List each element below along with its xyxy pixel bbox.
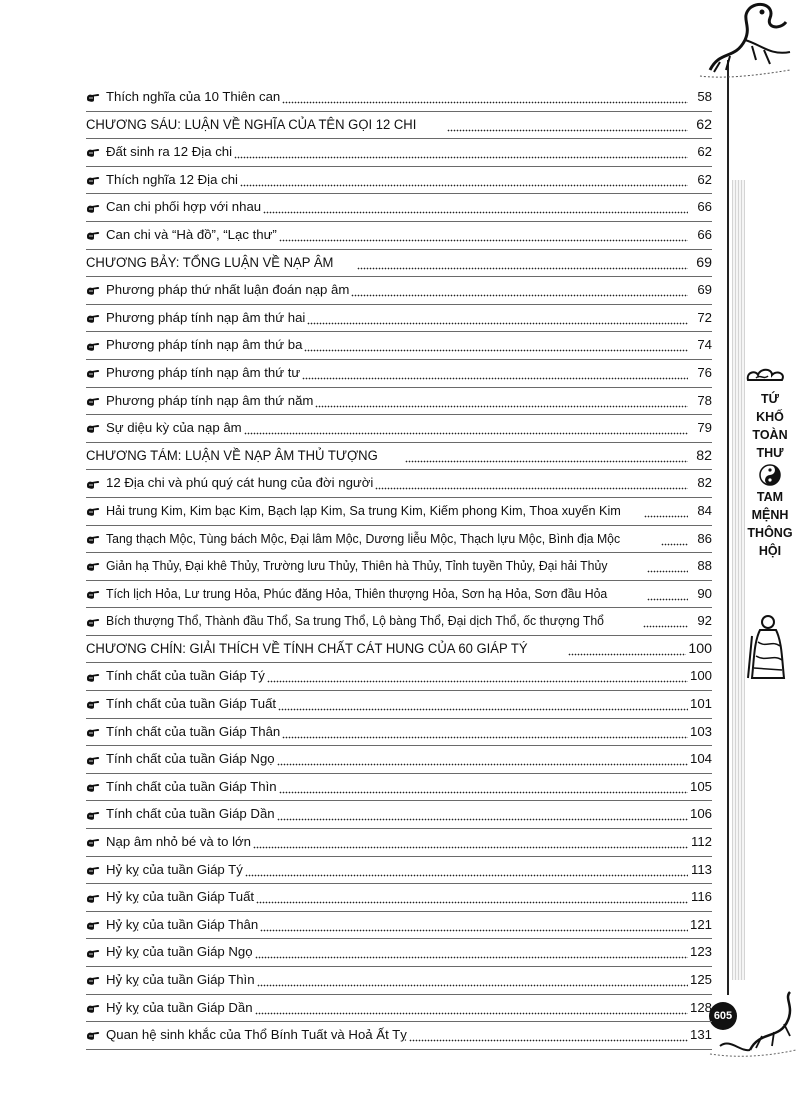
hand-pointer-icon [86,91,106,103]
toc-entry-row [86,277,712,305]
dot-leader [643,608,688,635]
toc-entry-row [86,388,712,416]
hand-pointer-icon [86,726,106,738]
dot-leader [253,829,688,856]
entry-title: Phương pháp tính nạp âm thứ năm [106,392,314,408]
entry-title: Tính chất của tuần Giáp Tý [106,668,265,684]
hand-pointer-icon [86,836,106,848]
page-number: 66 [697,199,712,215]
page-number: 88 [697,558,712,574]
dot-leader [255,995,688,1022]
dot-leader [447,112,688,139]
toc-entry-row [86,608,712,636]
toc-entry-row [86,415,712,443]
sidebar-line: THÔNG [747,526,793,540]
dot-leader [257,967,688,994]
page-number: 92 [697,613,712,629]
dot-leader [245,857,688,884]
dot-leader [234,139,688,166]
entry-title: Phương pháp tính nạp âm thứ tư [106,364,301,380]
hand-pointer-icon [86,588,106,600]
page-number: 84 [697,502,712,518]
hand-pointer-icon [86,560,106,572]
page-number: 90 [697,585,712,601]
hand-pointer-icon [86,698,106,710]
toc-entry-row [86,498,712,526]
dot-leader [255,939,688,966]
hand-pointer-icon [86,809,106,821]
toc-entry-row [86,470,712,498]
dot-leader [351,277,688,304]
dot-leader [302,360,688,387]
chapter-title: CHƯƠNG TÁM: LUẬN VỀ NẠP ÂM THỦ TƯỢNG [86,447,378,464]
entry-title: Can chi phối hợp với nhau [106,199,262,215]
sidebar-line: TỨ [760,392,779,406]
entry-title: Tính chất của tuần Giáp Ngọ [106,751,275,767]
entry-title: Tang thạch Mộc, Tùng bách Mộc, Đại lâm Mộc, Dương liễu Mộc, Thạch lựu Mộc, Bình địa Mộc [106,530,621,546]
toc-entry-row [86,746,712,774]
entry-title: Sự diệu kỳ của nạp âm [106,420,242,436]
dot-leader [357,250,688,277]
page-number: 100 [688,640,712,657]
chapter-title: CHƯƠNG BẢY: TỔNG LUẬN VỀ NẠP ÂM [86,254,334,271]
page-number: 82 [697,475,712,491]
page-number: 79 [697,420,712,436]
dot-leader [647,553,688,580]
toc-entry-row [86,139,712,167]
toc-entry-row [86,995,712,1023]
chapter-title: CHƯƠNG SÁU: LUẬN VỀ NGHĨA CỦA TÊN GỌI 12 CHI [86,116,417,133]
entry-title: Giản hạ Thủy, Đại khê Thủy, Trường lưu Thủy, Thiên hà Thủy, Tỉnh tuyền Thủy, Đại hải Thủy [106,558,608,574]
dot-leader [279,222,688,249]
page-number: 72 [697,309,712,325]
entry-title: Hỷ kỵ của tuần Giáp Thân [106,916,259,932]
page-number: 112 [690,834,712,850]
toc-entry-row [86,884,712,912]
hand-pointer-icon [86,284,106,296]
toc-entry-row [86,581,712,609]
sidebar-line: THƯ [756,446,784,460]
entry-title: Thích nghĩa của 10 Thiên can [106,89,281,104]
page-number: 131 [689,1027,712,1043]
entry-title: Phương pháp thứ nhất luận đoán nạp âm [106,282,350,298]
page-number: 106 [689,806,712,822]
page-number: 74 [697,337,712,353]
hand-pointer-icon [86,395,106,407]
entry-title: Tính chất của tuần Giáp Thìn [106,778,277,794]
page-number: 62 [697,144,712,160]
entry-title: Phương pháp tính nạp âm thứ hai [106,309,306,325]
page-number-badge: 605 [709,1002,737,1030]
sidebar-line: HỘI [758,544,782,558]
page-number: 82 [696,447,712,464]
hand-pointer-icon [86,892,106,904]
dot-leader [277,801,688,828]
toc-entry-row [86,967,712,995]
hand-pointer-icon [86,671,106,683]
entry-title: Hỷ kỵ của tuần Giáp Thìn [106,972,255,987]
sidebar-line: MỆNH [751,508,789,522]
toc-chapter-row [86,443,712,471]
entry-title: Hỷ kỵ của tuần Giáp Ngọ [106,944,253,960]
hand-pointer-icon [86,1029,106,1041]
dot-leader [277,746,688,773]
toc-entry-row [86,194,712,222]
toc-entry-row [86,774,712,802]
hand-pointer-icon [86,174,106,186]
dot-leader [568,636,686,663]
page-number: 78 [697,392,712,408]
entry-title: Hỷ kỵ của tuần Giáp Dần [106,999,253,1015]
entry-title: Tính chất của tuần Giáp Thân [106,723,281,739]
hand-pointer-icon [86,202,106,214]
chapter-title: CHƯƠNG CHÍN: GIẢI THÍCH VỀ TÍNH CHẤT CÁT HUNG CỦA 60 GIÁP TÝ [86,640,528,657]
hand-pointer-icon [86,478,106,490]
toc-entry-row [86,84,712,112]
hand-pointer-icon [86,947,106,959]
page-number: 58 [697,89,712,104]
side-rail [732,180,745,980]
toc-chapter-row [86,636,712,664]
dot-leader [260,912,688,939]
page-number: 62 [697,171,712,187]
hand-pointer-icon [86,754,106,766]
entry-title: Hỷ kỵ của tuần Giáp Tý [106,861,243,877]
toc-entry-row [86,167,712,195]
hand-pointer-icon [86,367,106,379]
dot-leader [263,194,688,221]
page-number: 66 [697,226,712,242]
dot-leader [282,719,688,746]
page-number: 76 [697,364,712,380]
margin-rule [727,60,729,995]
sidebar-line: TAM [756,490,784,504]
hand-pointer-icon [86,533,106,545]
hand-pointer-icon [86,919,106,931]
toc-entry-row [86,360,712,388]
dot-leader [405,443,688,470]
hand-pointer-icon [86,340,106,352]
toc-entry-row [86,719,712,747]
hand-pointer-icon [86,146,106,158]
page-number: 121 [689,916,712,932]
page-number: 116 [690,889,712,905]
page-number: 123 [689,944,712,960]
entry-title: Tích lịch Hỏa, Lư trung Hỏa, Phúc đăng Hỏa, Thiên thượng Hỏa, Sơn hạ Hỏa, Sơn đầu Hỏa [106,585,608,601]
entry-title: 12 Địa chi và phú quý cát hung của đời người [106,475,374,491]
page-number: 86 [697,530,712,546]
toc-chapter-row [86,250,712,278]
toc-entry-row [86,829,712,857]
entry-title: Tính chất của tuần Giáp Tuất [106,696,277,712]
toc-entry-row [86,663,712,691]
hand-pointer-icon [86,781,106,793]
dot-leader [244,415,688,442]
hand-pointer-icon [86,229,106,241]
page-number: 100 [689,668,712,684]
sidebar-line: KHỐ [756,410,784,424]
page-number: 125 [689,972,712,987]
dot-leader [644,498,688,525]
entry-title: Đất sinh ra 12 Địa chi [106,144,233,160]
dot-leader [282,84,688,111]
dot-leader [375,470,688,497]
entry-title: Quan hệ sinh khắc của Thổ Bính Tuất và Hoả Ất Tỵ [106,1027,407,1043]
entry-title: Phương pháp tính nạp âm thứ ba [106,337,303,353]
hand-pointer-icon [86,616,106,628]
dot-leader [647,581,688,608]
toc-entry-row [86,305,712,333]
toc-entry-row [86,691,712,719]
page-number: 69 [696,254,712,271]
dot-leader [279,774,688,801]
entry-title: Nạp âm nhỏ bé và to lớn [106,834,252,850]
hand-pointer-icon [86,974,106,986]
sage-figure-icon [746,612,790,682]
hand-pointer-icon [86,864,106,876]
entry-title: Thích nghĩa 12 Địa chi [106,171,238,187]
dot-leader [256,884,688,911]
dot-leader [240,167,688,194]
toc-chapter-row [86,112,712,140]
page-number: 103 [689,723,712,739]
entry-title: Bích thượng Thổ, Thành đầu Thổ, Sa trung Thổ, Lộ bàng Thổ, Đại dịch Thổ, ốc thượng Thổ [106,613,604,629]
page-number: 62 [696,116,712,133]
toc-entry-row [86,912,712,940]
sidebar-title [742,390,798,560]
toc-entry-row [86,526,712,554]
yin-yang-icon [759,464,781,486]
entry-title: Hải trung Kim, Kim bạc Kim, Bạch lạp Kim, Sa trung Kim, Kiếm phong Kim, Thoa xuyến Kim [106,502,621,518]
dot-leader [409,1022,688,1049]
page-number: 113 [690,861,712,877]
dragon-ornament-icon [690,0,800,82]
dot-leader [661,526,688,553]
hand-pointer-icon [86,505,106,517]
hand-pointer-icon [86,1002,106,1014]
toc-entry-row [86,801,712,829]
table-of-contents [86,84,712,1050]
toc-entry-row [86,939,712,967]
dot-leader [304,332,688,359]
page-number: 128 [689,999,712,1015]
page-number: 104 [689,751,712,767]
sidebar-line: TOÀN [752,428,788,442]
entry-title: Hỷ kỵ của tuần Giáp Tuất [106,889,255,905]
hand-pointer-icon [86,312,106,324]
dot-leader [267,663,688,690]
page-number: 69 [697,282,712,298]
toc-entry-row [86,1022,712,1050]
dot-leader [315,388,688,415]
dot-leader [307,305,688,332]
toc-entry-row [86,857,712,885]
page-number: 101 [689,696,712,712]
cloud-ornament-icon [744,364,788,386]
entry-title: Can chi và “Hà đồ”, “Lạc thư” [106,226,277,242]
toc-entry-row [86,222,712,250]
dot-leader [278,691,688,718]
hand-pointer-icon [86,422,106,434]
toc-entry-row [86,332,712,360]
toc-entry-row [86,553,712,581]
page-number: 105 [689,778,712,794]
entry-title: Tính chất của tuần Giáp Dần [106,806,275,822]
